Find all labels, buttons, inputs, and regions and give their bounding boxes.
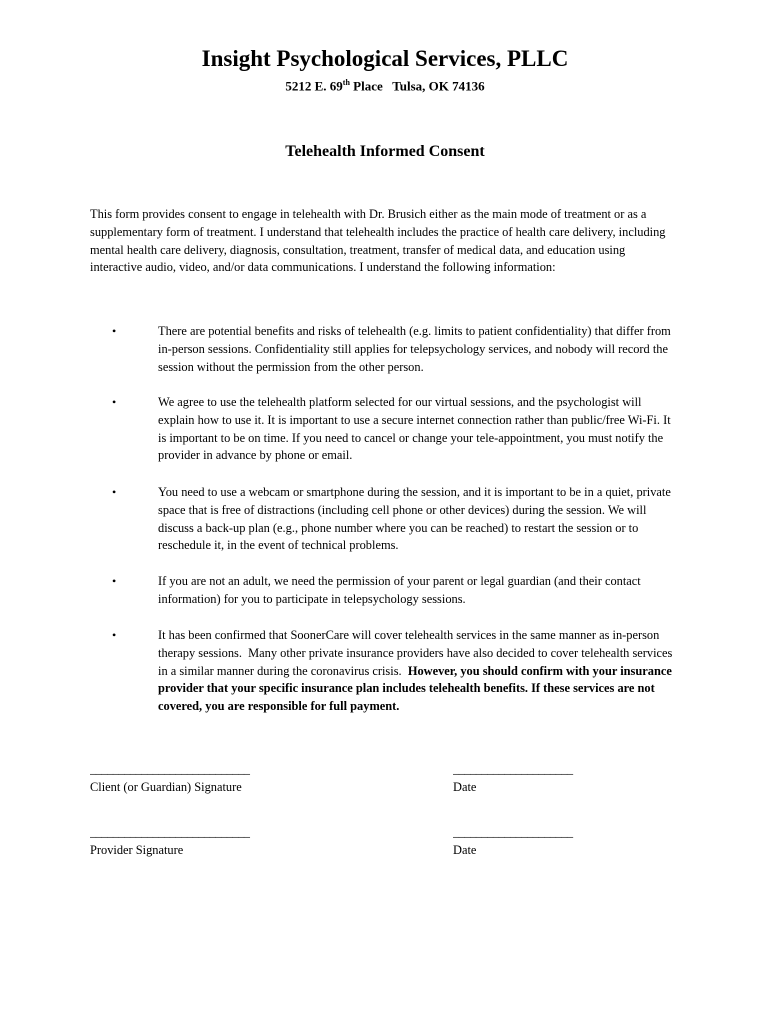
organization-name: Insight Psychological Services, PLLC <box>201 46 569 71</box>
address-rest: Place Tulsa, OK 74136 <box>349 78 485 94</box>
bullet-text: There are potential benefits and risks of telehealth (e.g. limits to patient confidentiality) that differ from in-person sessions. Confidentiality still applies for telepsychology services, and nobody will record the session without the permission from the other person. <box>158 324 671 374</box>
bullet-text: If you are not an adult, we need the permission of your parent or legal guardian (and their contact information) for you to participate in telepsychology sessions. <box>158 574 641 606</box>
consent-bullet-1 <box>112 323 678 376</box>
client-date-line[interactable]: _____________________ <box>453 762 573 776</box>
bullet-text: It has been confirmed that SoonerCare will cover telehealth services in the same manner as in-person therapy sessions. Many other private insurance providers have also decided to cover telehealth services in a similar manner during the coronavirus crisis. <box>158 628 676 678</box>
form-title: Telehealth Informed Consent <box>285 143 485 160</box>
bullet-bold-text: However, you should confirm with your insurance provider that your specific insurance plan includes telehealth benefits. If these services are not covered, you are responsible for full payment. <box>158 663 672 714</box>
client-date-label: Date <box>453 780 477 794</box>
consent-bullet-4 <box>112 573 678 609</box>
organization-address <box>0 78 770 94</box>
client-signature-line[interactable]: ____________________________ <box>90 762 250 776</box>
consent-bullet-2 <box>112 394 678 465</box>
bullet-text: You need to use a webcam or smartphone during the session, and it is important to be in a quiet, private space that is free of distractions (including cell phone or other devices) during the session. We will discuss a back-up plan (e.g., phone number where you can be reached) to restart the session or to reschedule it, in the event of technical problems. <box>158 485 671 553</box>
consent-bullet-5 <box>112 627 678 716</box>
provider-signature-label: Provider Signature <box>90 843 184 857</box>
bullet-icon: • <box>112 628 117 642</box>
bullet-icon: • <box>112 324 117 338</box>
provider-date-line[interactable]: _____________________ <box>453 825 573 839</box>
bullet-text: We agree to use the telehealth platform selected for our virtual sessions, and the psychologist will explain how to use it. It is important to use a secure internet connection rather than public/free Wi-Fi. It is important to be on time. If you need to cancel or change your tele-appointment, you must notify the provider in advance by phone or email. <box>158 395 671 463</box>
intro-paragraph: This form provides consent to engage in telehealth with Dr. Brusich either as the main mode of treatment or as a supplementary form of treatment. I understand that telehealth includes the practice of health care delivery, including mental health care delivery, diagnosis, consultation, treatment, transfer of medical data, and education using interactive audio, video, and/or data communications. I understand the following information: <box>90 207 666 275</box>
bullet-icon: • <box>112 485 117 499</box>
address-superscript: th <box>342 78 350 87</box>
provider-date-label: Date <box>453 843 477 857</box>
provider-signature-line[interactable]: ____________________________ <box>90 825 250 839</box>
bullet-icon: • <box>112 574 117 588</box>
consent-bullet-3 <box>112 484 678 555</box>
bullet-icon: • <box>112 395 117 409</box>
address-number: 5212 E. 69 <box>285 78 343 94</box>
client-signature-label: Client (or Guardian) Signature <box>90 780 242 794</box>
